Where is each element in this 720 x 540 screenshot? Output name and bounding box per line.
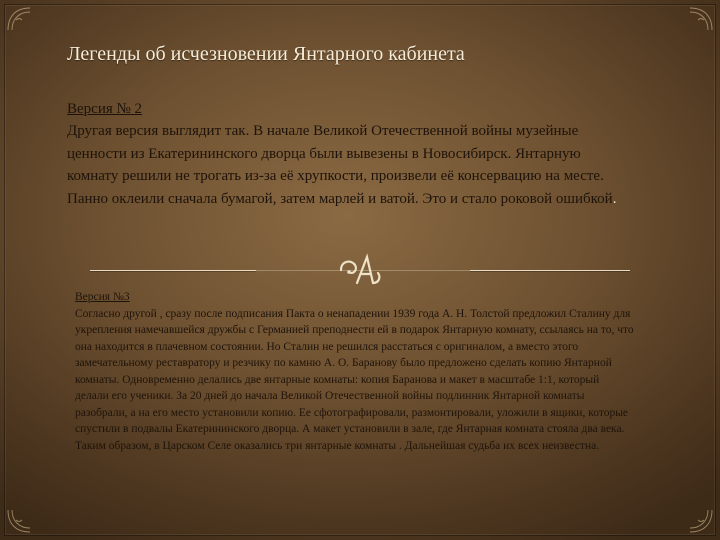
- version-3-block: [75, 289, 635, 454]
- version-3-paragraph: Согласно другой , сразу после подписания Пакта о ненападении 1939 года А. Н. Толстой предложил Сталину для укрепления намечавшейся дружбы с Германией преподнести ей в подарок Янтарную комнату, ссылаясь на то, что она находится в плачевном состоянии. Но Сталин не решился расстаться с оригиналом, а вместо этого замечательному реставратору и резчику по камню А. О. Баранову было предложено сделать копию Янтарной комнаты. Одновременно делались две янтарные комнаты: копия Баранова и макет в масштабе 1:1, который делали его ученики. За 20 дней до начала Великой Отечественной войны подлинник Янтарной комнаты разобрали, а на его место установили копию. Ее сфотографировали, размонтировали, уложили в ящики, которые спустили в подвалы Екатерининского дворца. А макет установили в зале, где Янтарная комната стояла два века. Таким образом, в Царском Селе оказались три янтарные комнаты . Дальнейшая судьба их всех неизвестна.: [75, 307, 634, 452]
- corner-ornament-icon: [6, 6, 32, 32]
- version-2-paragraph: [67, 120, 627, 210]
- slide-title: Легенды об исчезновении Янтарного кабинета: [67, 43, 465, 65]
- version-2-trailing-period: .: [612, 190, 617, 207]
- version-2-text: Другая версия выглядит так. В начале Великой Отечественной войны музейные ценности из Екатерининского дворца были вывезены в Новосибирск. Янтарную комнату решили не трогать из-за её хрупкости, произвели её консервацию на месте. Панно оклеили сначала бумагой, затем марлей и ватой. Это и стало роковой ошибкой: [67, 123, 613, 207]
- version-2-block: [67, 98, 627, 210]
- divider-line-right: [470, 270, 630, 271]
- corner-ornament-icon: [688, 6, 714, 32]
- version-2-heading: Версия № 2: [67, 101, 143, 117]
- section-divider: [90, 256, 630, 284]
- divider-line-left: [90, 270, 256, 271]
- version-3-heading: Версия №3: [75, 291, 130, 303]
- corner-ornament-icon: [6, 508, 32, 534]
- corner-ornament-icon: [688, 508, 714, 534]
- fleuron-icon: [335, 253, 385, 287]
